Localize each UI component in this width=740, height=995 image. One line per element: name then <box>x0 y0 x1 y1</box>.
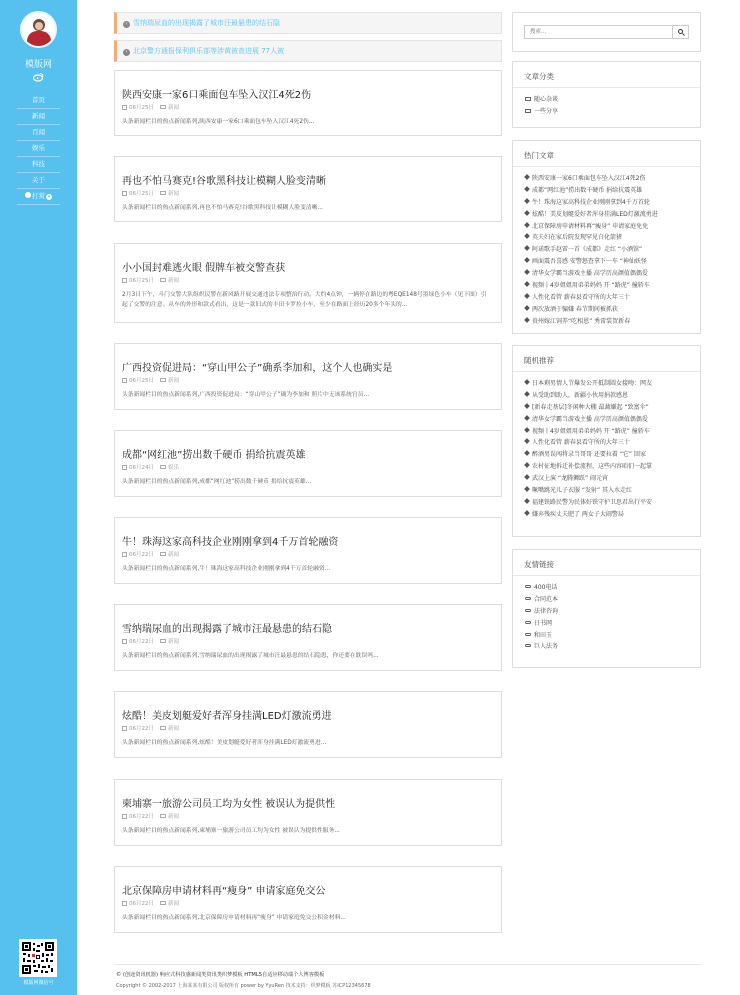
pencil-icon <box>524 293 530 299</box>
random-articles-widget <box>512 345 701 537</box>
arrow-right-icon: › <box>123 49 130 56</box>
article-card <box>114 691 502 758</box>
notice-text[interactable]: 雪纳瑞尿血的出现揭露了城市汪最悬患的结石隐 <box>133 19 280 27</box>
list-item[interactable] <box>525 244 658 256</box>
list-item[interactable] <box>525 497 652 509</box>
nav-item-about[interactable]: 关于 <box>17 173 60 189</box>
list-item[interactable] <box>525 641 558 653</box>
random-link[interactable]: 噘嘴跳光儿子衣服 “发射” 其入水走红 <box>532 487 633 495</box>
pencil-icon <box>524 186 530 192</box>
article-summary: 头条新闻栏目的热点新闻系列,雪纳瑞尿血的出现揭露了城市汪最悬患的结石隐患，你还要在耽误吗... <box>122 653 379 659</box>
arrow-right-icon: › <box>123 21 130 28</box>
widget-title: 随机推荐 <box>524 356 554 365</box>
pencil-icon <box>524 474 530 480</box>
hot-link[interactable]: 英夫妇在家后院发现罕见白化箭猪 <box>532 234 623 242</box>
weibo-icon[interactable] <box>33 72 44 82</box>
link-icon <box>525 621 531 624</box>
hot-link[interactable]: 贵州嫁江饲养“吃相恩” 秀雷装贺新春 <box>532 317 631 325</box>
article-meta <box>122 637 179 645</box>
article-title[interactable]: 北京保障房申请材料再“瘦身” 申请家庭免交公 <box>122 886 326 897</box>
footer-credit[interactable]: © (创途资讯机器) 响应式科技感新闻类资讯类织梦模板 HTML5自适应移动端个人博客模板 <box>116 972 325 978</box>
nav-item-baiwen[interactable]: 百闻 <box>17 125 60 141</box>
links-list <box>525 582 558 653</box>
article-title[interactable]: 柬埔寨一旅游公司员工均为女性 被误认为提供性 <box>122 799 336 810</box>
pencil-icon <box>524 174 530 180</box>
random-link[interactable]: 醉酒男误闯将录当哥哥 还要拉着 “它” 回家 <box>532 451 646 459</box>
notice-bar[interactable] <box>114 12 502 34</box>
list-item[interactable] <box>525 426 652 438</box>
hot-link[interactable]: 陕西安康一家6口乘面包车坠入汉江4死2伤 <box>532 175 646 182</box>
list-item[interactable] <box>525 232 658 244</box>
folder-icon <box>525 97 531 101</box>
random-link[interactable]: 武汉上演 “龙腾狮跃” 闹元宵 <box>532 475 609 483</box>
article-date: 06月22日 <box>129 814 154 820</box>
pencil-icon <box>524 269 530 275</box>
qr-code-icon <box>22 942 54 974</box>
category-list <box>525 94 558 118</box>
avatar[interactable] <box>20 11 57 48</box>
hot-link[interactable]: 炫酷！美皮划艇爱好者浑身挂满LED灯激流勇进 <box>532 210 658 218</box>
calendar-icon <box>122 465 127 470</box>
article-card <box>114 243 502 323</box>
pencil-icon <box>524 222 530 228</box>
list-item[interactable] <box>525 316 658 328</box>
pencil-icon <box>524 379 530 385</box>
article-category[interactable]: 新闻 <box>168 378 180 384</box>
search-button[interactable] <box>672 26 688 38</box>
calendar-icon <box>122 726 127 731</box>
article-title[interactable]: 雪纳瑞尿血的出现揭露了城市汪最悬患的结石隐 <box>122 624 332 635</box>
donate-label: 打赏 <box>32 192 45 200</box>
wechat-qr-code <box>19 939 57 977</box>
friend-link[interactable]: 400电话 <box>534 584 558 591</box>
pencil-icon <box>524 486 530 492</box>
list-item[interactable] <box>525 630 558 642</box>
article-date: 06月22日 <box>129 552 154 558</box>
widget-title: 热门文章 <box>524 151 554 160</box>
list-item[interactable] <box>525 185 658 197</box>
article-card <box>114 156 502 222</box>
article-category[interactable]: 新闻 <box>168 552 180 558</box>
folder-icon <box>160 378 166 382</box>
article-meta <box>122 724 179 732</box>
list-item[interactable] <box>525 449 652 461</box>
folder-icon <box>160 465 166 469</box>
article-date: 06月22日 <box>129 726 154 732</box>
widget-title: 文章分类 <box>524 72 554 81</box>
list-item[interactable] <box>525 280 658 292</box>
calendar-icon <box>122 105 127 110</box>
article-title[interactable]: 成都“网红池”捞出数千硬币 捐给抗震英雄 <box>122 450 306 461</box>
list-item[interactable] <box>525 414 652 426</box>
article-date: 06月25日 <box>129 278 154 284</box>
random-link[interactable]: 日本剩男情人节爆发公开抵制圆女接吻：网友 <box>532 380 653 387</box>
list-item[interactable] <box>525 268 658 280</box>
nav-item-donate[interactable] <box>17 189 60 205</box>
list-item[interactable] <box>525 461 652 473</box>
heart-icon <box>25 192 31 198</box>
pencil-icon <box>524 210 530 216</box>
hot-link[interactable]: 阿诺歌手赵雷一首《成都》走红 “小酒馆” <box>532 246 643 254</box>
pencil-icon <box>524 427 530 433</box>
categories-widget <box>512 61 701 128</box>
nav-item-entertainment[interactable]: 娱乐 <box>17 141 60 157</box>
friend-links-widget <box>512 549 701 668</box>
pencil-icon <box>524 317 530 323</box>
article-meta <box>122 276 179 284</box>
chevron-down-icon: ▾ <box>47 194 51 200</box>
random-link[interactable]: 农村征地拆迁补偿流程，这些内容咱们一起掌 <box>532 463 653 471</box>
widget-title: 友情链接 <box>524 560 554 569</box>
calendar-icon <box>122 552 127 557</box>
article-category[interactable]: 新闻 <box>168 191 180 197</box>
article-category[interactable]: 新闻 <box>168 105 180 111</box>
list-item[interactable] <box>525 402 652 414</box>
category-link[interactable]: 随心杂谈 <box>534 96 559 103</box>
list-item[interactable] <box>525 485 652 497</box>
pencil-icon <box>524 234 530 240</box>
folder-icon <box>160 814 166 818</box>
site-brand[interactable]: 模版网 <box>24 60 52 70</box>
notice-text[interactable]: 北京警方通报保利俱乐部等涉黄被查进展 77人被 <box>133 47 285 55</box>
folder-icon <box>160 639 166 643</box>
pencil-icon <box>524 510 530 516</box>
article-card <box>114 866 502 933</box>
article-meta <box>122 463 179 471</box>
random-link[interactable]: 清华女学霸当游戏主播 高学历高颜值偶偶爱 <box>532 415 648 423</box>
list-item[interactable] <box>525 106 558 118</box>
list-item[interactable] <box>525 292 658 304</box>
article-summary: 头条新闻栏目的热点新闻系列,炫酷！美皮划艇爱好者浑身挂满LED灯激流勇进... <box>122 740 327 746</box>
pencil-icon <box>524 281 530 287</box>
article-date: 06月25日 <box>129 105 154 111</box>
article-meta <box>122 103 179 111</box>
list-item[interactable] <box>525 473 652 485</box>
list-item[interactable] <box>525 173 658 185</box>
list-item[interactable] <box>525 594 558 606</box>
article-meta <box>122 899 179 907</box>
friend-link[interactable]: 法律咨询 <box>534 607 559 615</box>
sidebar <box>0 0 77 995</box>
article-title[interactable]: 炫酷！美皮划艇爱好者浑身挂满LED灯激流勇进 <box>122 711 332 722</box>
article-summary: 头条新闻栏目的热点新闻系列,柬埔寨一旅游公司员工均为女性 被误认为提供性服务... <box>122 828 340 834</box>
article-title[interactable]: 广西投资促进局：“穿山甲公子”确系李加和，这个人也确实是 <box>122 363 393 374</box>
link-icon <box>525 585 531 588</box>
article-summary: 2月3日下午，斗门交警大队组织民警在新风路开展交通违法专项整治行动。大约4点钟，一辆停在路边的粤EQE148号墨绿色小车（见下图）引起了交警的注意。从车的外形和款式看出，这是一款旧式的丰田卡罗拉小车，至少在路面上经历20多个年头的... <box>122 292 487 308</box>
nav-item-tech[interactable]: 科技 <box>17 157 60 173</box>
hot-link[interactable]: 牛！珠海这家高科技企业刚刚拿到4千万首轮 <box>532 198 650 206</box>
article-summary: 头条新闻栏目的热点新闻系列,广西投资促进局：“穿山甲公子”确为李加和 照片中无该系统官员... <box>122 392 370 398</box>
random-link[interactable]: 人性化看管 薪春县看守所的大年三十 <box>532 439 630 447</box>
article-summary: 头条新闻栏目的热点新闻系列,北京保障房申请材料再“瘦身” 申请家庭免交公积金材料... <box>122 915 346 921</box>
calendar-icon <box>122 278 127 283</box>
article-meta <box>122 812 179 820</box>
pencil-icon <box>524 498 530 504</box>
pencil-icon <box>524 415 530 421</box>
article-date: 06月25日 <box>129 191 154 197</box>
footer-copyright[interactable]: Copyright © 2002-2017 上海某某有限公司 版权所有 power by YyuRen 技术支持：织梦模板 苏ICP12345678 <box>116 983 371 989</box>
article-title[interactable]: 牛！珠海这家高科技企业刚刚拿到4千万首轮融资 <box>122 537 339 548</box>
folder-icon <box>160 901 166 905</box>
random-link[interactable]: 视频丨4岁姐姐用弟弟妈妈 开 “路虎” 撞轿车 <box>532 427 650 435</box>
article-category[interactable]: 新闻 <box>168 726 180 732</box>
article-meta <box>122 376 179 384</box>
random-link[interactable]: 福建铁路民警为民体好铁守护卫思君出行平安 <box>532 498 653 506</box>
friend-link[interactable]: 日书网 <box>534 619 553 627</box>
list-item[interactable] <box>525 509 652 521</box>
link-icon <box>525 633 531 636</box>
article-card <box>114 604 502 671</box>
calendar-icon <box>122 639 127 644</box>
folder-icon <box>160 726 166 730</box>
article-meta <box>122 550 179 558</box>
list-item[interactable] <box>525 94 558 106</box>
pencil-icon <box>524 451 530 457</box>
hot-link[interactable]: 视频丨4岁姐姐用弟弟妈妈 开 “路虎” 撞轿车 <box>532 282 650 290</box>
hot-link[interactable]: 北京保障房申请材料再“瘦身” 申请家庭免免 <box>532 222 649 230</box>
folder-icon <box>160 105 166 109</box>
random-link[interactable]: 从受助到助人，新疆小伙用捐款感恩 <box>532 391 629 399</box>
calendar-icon <box>122 814 127 819</box>
link-icon <box>525 609 531 612</box>
calendar-icon <box>122 901 127 906</box>
calendar-icon <box>122 378 127 383</box>
article-date: 06月22日 <box>129 639 154 645</box>
article-meta <box>122 189 179 197</box>
list-item[interactable] <box>525 221 658 233</box>
random-link[interactable]: 嫌弃残疾丈夫肥了 两女子大闹警局 <box>532 510 624 518</box>
article-category[interactable]: 新闻 <box>168 278 180 284</box>
article-category[interactable]: 新闻 <box>168 814 180 820</box>
article-date: 06月24日 <box>129 465 154 471</box>
friend-link[interactable]: 巨人法务 <box>534 643 559 651</box>
hot-articles-widget <box>512 140 701 334</box>
list-item[interactable] <box>525 378 652 390</box>
pencil-icon <box>524 305 530 311</box>
article-summary: 头条新闻栏目的热点新闻系列,陕西安康一家6口乘面包车坠入汉江4死2伤... <box>122 119 315 125</box>
article-category[interactable]: 娱乐 <box>168 465 180 471</box>
qr-caption: 模版网微信号 <box>23 980 54 986</box>
list-item[interactable] <box>525 618 558 630</box>
article-card <box>114 430 502 497</box>
nav-item-news[interactable]: 新闻 <box>17 109 60 125</box>
article-card <box>114 779 502 846</box>
list-item[interactable] <box>525 304 658 316</box>
hot-link[interactable]: 画面震吾喜感 安警怒查拿下一车 “神仙妖怪 <box>532 258 647 266</box>
footer-divider <box>114 964 702 965</box>
article-card <box>114 343 502 410</box>
folder-icon <box>160 552 166 556</box>
article-title[interactable]: 小小国封难逃火眼 假牌车被交警查获 <box>122 263 286 274</box>
pencil-icon <box>524 198 530 204</box>
main-nav <box>17 93 60 205</box>
random-link[interactable]: [新春走基层]冬闲种大棚 最蔬嫌起 “致富伞” <box>532 403 649 411</box>
folder-icon <box>525 109 531 113</box>
pencil-icon <box>524 403 530 409</box>
list-item[interactable] <box>525 582 558 594</box>
pencil-icon <box>524 439 530 445</box>
search-form <box>524 25 689 39</box>
folder-icon <box>160 278 166 282</box>
hot-link[interactable]: 人性化看管 薪春县看守所的大年三十 <box>532 293 630 301</box>
article-title[interactable]: 陕西安康一家6口乘面包车坠入汉江4死2伤 <box>122 90 312 101</box>
hot-link[interactable]: 清华女学霸当游戏主播 高学历高颜值偶偶爱 <box>532 270 648 278</box>
search-input[interactable] <box>525 26 673 38</box>
link-icon <box>525 597 531 600</box>
list-item[interactable] <box>525 209 658 221</box>
pencil-icon <box>524 391 530 397</box>
article-category[interactable]: 新闻 <box>168 639 180 645</box>
article-date: 06月25日 <box>129 378 154 384</box>
friend-link[interactable]: 合同范本 <box>534 595 559 603</box>
friend-link[interactable]: 和田玉 <box>534 631 553 639</box>
category-link[interactable]: 一些分享 <box>534 107 559 115</box>
article-summary: 头条新闻栏目的热点新闻系列,再也不怕马赛克!谷歌黑科技让模糊人脸变清晰... <box>122 205 323 211</box>
pencil-icon <box>524 246 530 252</box>
hot-list <box>525 173 658 328</box>
list-item[interactable] <box>525 197 658 209</box>
list-item[interactable] <box>525 606 558 618</box>
list-item[interactable] <box>525 437 652 449</box>
link-icon <box>525 644 531 647</box>
pencil-icon <box>524 257 530 263</box>
calendar-icon <box>122 191 127 196</box>
nav-item-home[interactable]: 首页 <box>17 93 60 109</box>
folder-icon <box>160 191 166 195</box>
article-summary: 头条新闻栏目的热点新闻系列,成都“网红池”捞出数千硬币 捐给抗震英雄... <box>122 479 312 485</box>
notice-bar[interactable] <box>114 40 502 62</box>
article-summary: 头条新闻栏目的热点新闻系列,牛！珠海这家高科技企业刚刚拿到4千万首轮融资... <box>122 566 331 572</box>
pencil-icon <box>524 462 530 468</box>
article-card <box>114 70 502 136</box>
list-item[interactable] <box>525 390 652 402</box>
list-item[interactable] <box>525 256 658 268</box>
hot-link[interactable]: 成都“网红池”捞出数千硬币 捐给抗震英雄 <box>532 186 643 194</box>
article-title[interactable]: 再也不怕马赛克!谷歌黑科技让模糊人脸变清晰 <box>122 176 327 187</box>
article-date: 06月22日 <box>129 901 154 907</box>
article-card <box>114 517 502 584</box>
hot-link[interactable]: 两次放酒于骗嫌 春节期间被抓获 <box>532 305 618 313</box>
random-list <box>525 378 652 521</box>
article-category[interactable]: 新闻 <box>168 901 180 907</box>
